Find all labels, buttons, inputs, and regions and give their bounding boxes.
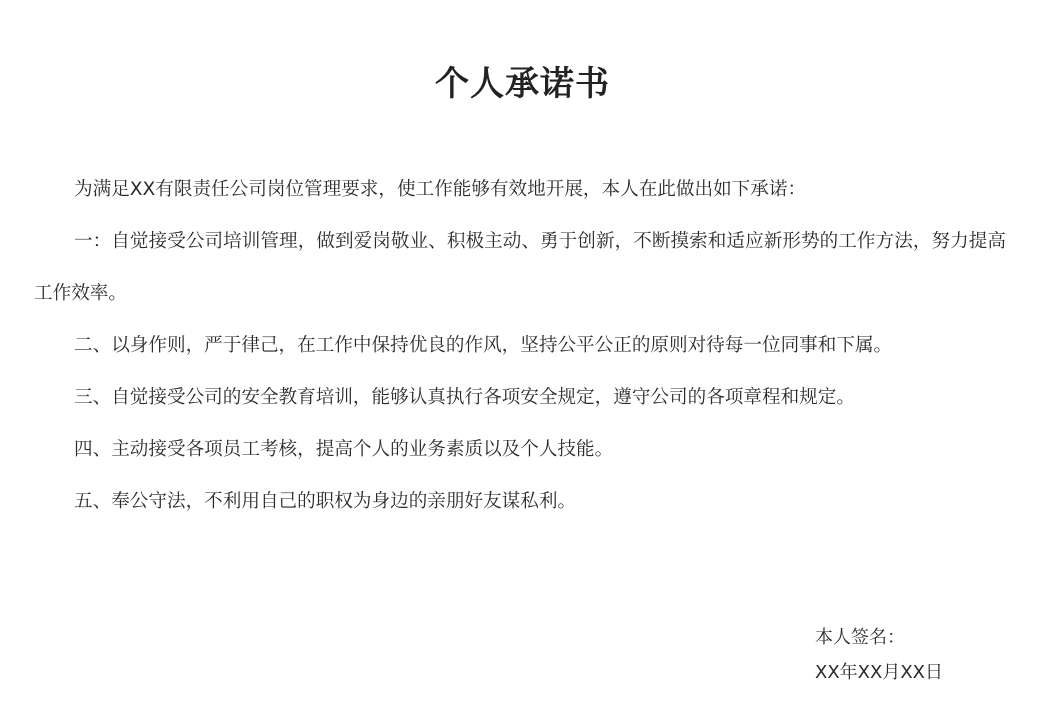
commitment-item-2: 二、以身作则，严于律己，在工作中保持优良的作风，坚持公平公正的原则对待每一位同事和下属。 xyxy=(74,335,893,356)
commitment-item-4: 四、主动接受各项员工考核，提高个人的业务素质以及个人技能。 xyxy=(74,439,614,460)
signature-label: 本人签名： xyxy=(815,627,905,648)
signature-block xyxy=(815,620,943,690)
intro-paragraph: 为满足XX有限责任公司岗位管理要求，使工作能够有效地开展，本人在此做出如下承诺： xyxy=(74,179,807,200)
document-title: 个人承诺书 xyxy=(435,64,610,104)
commitment-item-1: 一：自觉接受公司培训管理，做到爱岗敬业、积极主动、勇于创新，不断摸索和适应新形势的工作方法，努力提高工作效率。 xyxy=(34,231,1006,304)
commitment-item-3: 三、自觉接受公司的安全教育培训，能够认真执行各项安全规定，遵守公司的各项章程和规定。 xyxy=(74,387,855,408)
signature-date: XX年XX月XX日 xyxy=(815,662,943,683)
document-body xyxy=(34,164,1006,528)
commitment-item-5: 五、奉公守法，不利用自己的职权为身边的亲朋好友谋私利。 xyxy=(74,491,577,512)
